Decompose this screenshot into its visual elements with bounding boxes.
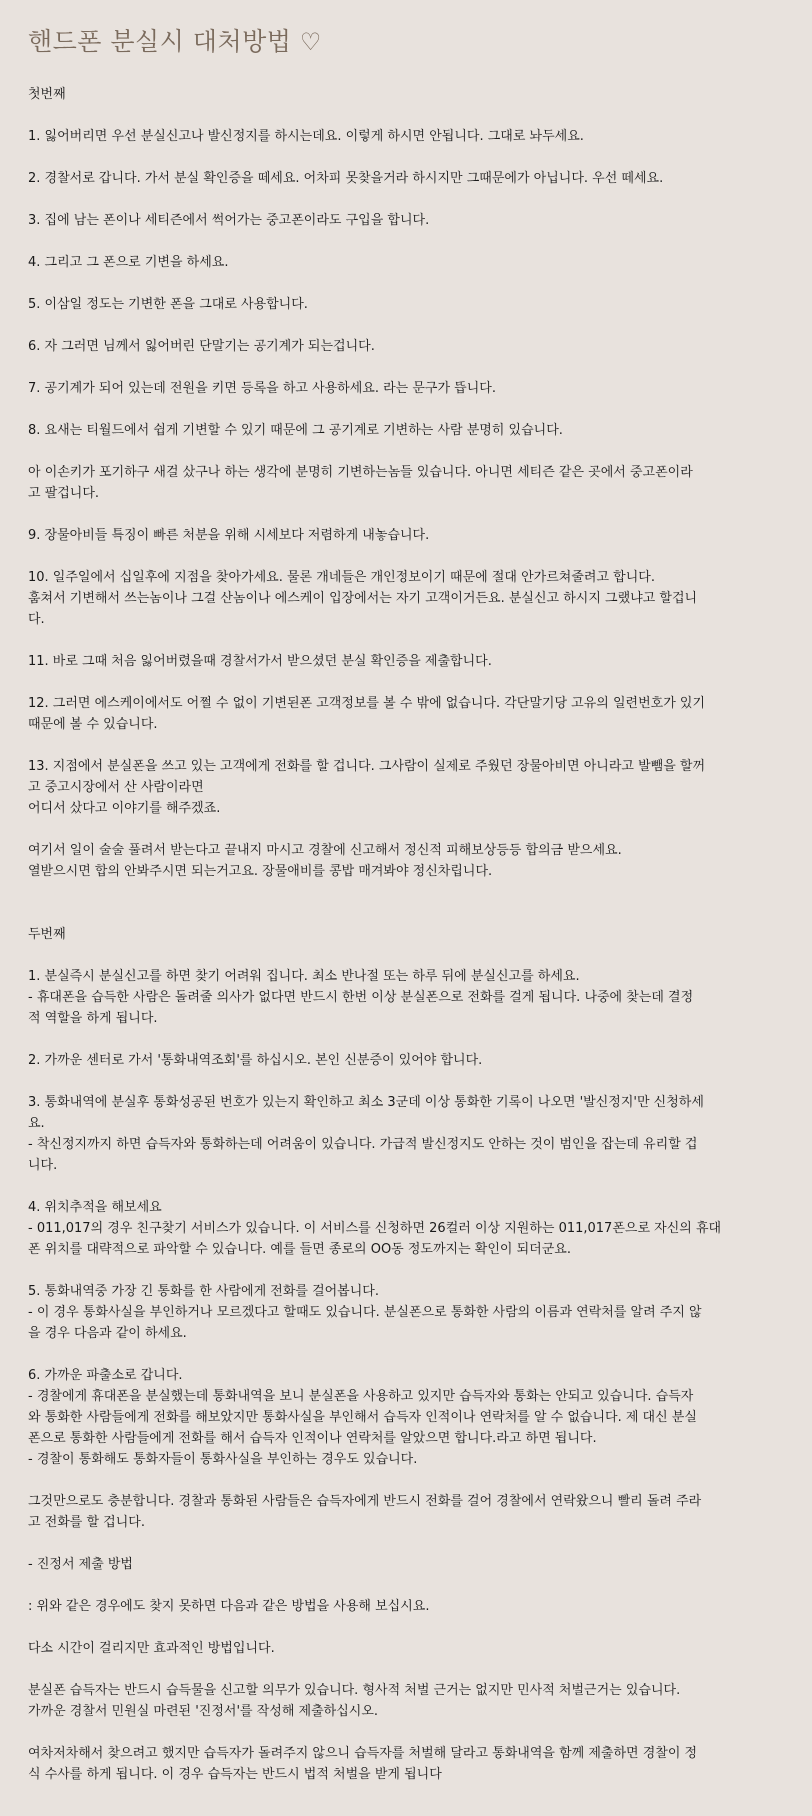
paragraph: 다소 시간이 걸리지만 효과적인 방법입니다.	[28, 1641, 275, 1656]
paragraph: 2. 가까운 센터로 가서 '통화내역조회'를 하십시오. 본인 신분증이 있어야 합니다.	[28, 1053, 483, 1068]
paragraph: 5. 통화내역중 가장 긴 통화를 한 사람에게 전화를 걸어봅니다. - 이 경우 통화사실을 부인하거나 모르겠다고 할때도 있습니다. 분실폰으로 통화한 사람의 이름과 연락처를 알려 주지 않 을 경우 다음과 같이 하세요.	[28, 1284, 702, 1341]
paragraph: 9. 장물아비들 특징이 빠른 처분을 위해 시세보다 저렴하게 내놓습니다.	[28, 528, 430, 543]
paragraph: 11. 바로 그때 처음 잃어버렸을때 경찰서가서 받으셨던 분실 확인증을 제출합니다.	[28, 654, 492, 669]
paragraph: 아 이손키가 포기하구 새걸 샀구나 하는 생각에 분명히 기변하는놈들 있습니다. 아니면 세티즌 같은 곳에서 중고폰이라 고 팔겁니다.	[28, 465, 693, 501]
post-title-text: 핸드폰 분실시 대처방법	[28, 27, 292, 56]
paragraph: 3. 통화내역에 분실후 통화성공된 번호가 있는지 확인하고 최소 3군데 이상 통화한 기록이 나오면 '발신정지'만 신청하세 요. - 착신정지까지 하면 습득자와 통화하는데 어려움이 있습니다. 가급적 발신정지도 안하는 것이 범인을 잡는데 유리할 겁 니다.	[28, 1095, 704, 1173]
paragraph: 8. 요새는 티월드에서 쉽게 기변할 수 있기 때문에 그 공기계로 기변하는 사람 분명히 있습니다.	[28, 423, 563, 438]
paragraph: 여기서 일이 술술 풀려서 받는다고 끝내지 마시고 경찰에 신고해서 정신적 피해보상등등 합의금 받으세요. 열받으시면 합의 안봐주시면 되는거고요. 장물애비를 콩밥 매겨봐야 정신차립니다.	[28, 843, 622, 879]
section-heading-second: 두번째	[28, 927, 66, 942]
paragraph: 분실폰 습득자는 반드시 습득물을 신고할 의무가 있습니다. 형사적 처벌 근거는 없지만 민사적 처벌근거는 있습니다. 가까운 경찰서 민원실 마련된 '진정서'를 작성해 제출하십시오.	[28, 1683, 681, 1719]
section-spacer	[28, 903, 784, 924]
post-title	[28, 22, 784, 58]
paragraph: 3. 집에 남는 폰이나 세티즌에서 썩어가는 중고폰이라도 구입을 합니다.	[28, 213, 430, 228]
paragraph: 6. 가까운 파출소로 갑니다. - 경찰에게 휴대폰을 분실했는데 통화내역을 보니 분실폰을 사용하고 있지만 습득자와 통화는 안되고 있습니다. 습득자 와 통화한 사람들에게 전화를 해보았지만 통화사실을 부인해서 습득자 인적이나 연락처를 알 수 없습니다. 제 대신 분실 폰으로 통화한 사람들에게 전화를 해서 습득자 인적이나 연락처를 알았으면 합니다.라고 하면 됩니다. - 경찰이 통화해도 통화자들이 통화사실을 부인하는 경우도 있습니다.	[28, 1368, 697, 1467]
paragraph: 5. 이삼일 정도는 기변한 폰을 그대로 사용합니다.	[28, 297, 308, 312]
paragraph: 여차저차해서 찾으려고 했지만 습득자가 돌려주지 않으니 습득자를 처벌해 달라고 통화내역을 함께 제출하면 경찰이 정 식 수사를 하게 됩니다. 이 경우 습득자는 반드시 법적 처벌을 받게 됩니다	[28, 1746, 698, 1782]
paragraph: - 진정서 제출 방법	[28, 1557, 133, 1572]
paragraph: : 위와 같은 경우에도 찾지 못하면 다음과 같은 방법을 사용해 보십시요.	[28, 1599, 430, 1614]
section-heading-first: 첫번째	[28, 87, 66, 102]
heart-outline-icon: ♡	[299, 28, 322, 56]
paragraph: 4. 그리고 그 폰으로 기변을 하세요.	[28, 255, 229, 270]
paragraph: 1. 분실즉시 분실신고를 하면 찾기 어려워 집니다. 최소 반나절 또는 하루 뒤에 분실신고를 하세요. - 휴대폰을 습득한 사람은 돌려줄 의사가 없다면 반드시 한번 이상 분실폰으로 전화를 걸게 됩니다. 나중에 찾는데 결정 적 역할을 하게 됩니다.	[28, 969, 694, 1026]
paragraph: 2. 경찰서로 갑니다. 가서 분실 확인증을 떼세요. 어차피 못찾을거라 하시지만 그때문에가 아닙니다. 우선 떼세요.	[28, 171, 664, 186]
paragraph: 4. 위치추적을 해보세요 - 011,017의 경우 친구찾기 서비스가 있습니다. 이 서비스를 신청하면 26컬러 이상 지원하는 011,017폰으로 자신의 휴대 폰 위치를 대략적으로 파악할 수 있습니다. 예를 들면 종로의 OO동 정도까지는 확인이 되더군요.	[28, 1200, 722, 1257]
paragraph: 1. 잃어버리면 우선 분실신고나 발신정지를 하시는데요. 이렇게 하시면 안됩니다. 그대로 놔두세요.	[28, 129, 584, 144]
paragraph: 7. 공기계가 되어 있는데 전원을 키면 등록을 하고 사용하세요. 라는 문구가 뜹니다.	[28, 381, 496, 396]
paragraph: 6. 자 그러면 님께서 잃어버린 단말기는 공기계가 되는겁니다.	[28, 339, 375, 354]
post-body	[28, 84, 784, 1785]
paragraph: 그것만으로도 충분합니다. 경찰과 통화된 사람들은 습득자에게 반드시 전화를 걸어 경찰에서 연락왔으니 빨리 돌려 주라 고 전화를 할 겁니다.	[28, 1494, 702, 1530]
paragraph: 13. 지점에서 분실폰을 쓰고 있는 고객에게 전화를 할 겁니다. 그사람이 실제로 주웠던 장물아비면 아니라고 발뺌을 할꺼 고 중고시장에서 산 사람이라면 어디서 샀다고 이야기를 해주겠죠.	[28, 759, 706, 816]
paragraph: 10. 일주일에서 십일후에 지점을 찾아가세요. 물론 개네들은 개인정보이기 때문에 절대 안가르쳐줄려고 합니다. 훔쳐서 기변해서 쓰는놈이나 그걸 산놈이나 에스케이 입장에서는 자기 고객이거든요. 분실신고 하시지 그랬냐고 할겁니 다.	[28, 570, 698, 627]
paragraph: 12. 그러면 에스케이에서도 어쩔 수 없이 기변된폰 고객정보를 볼 수 밖에 없습니다. 각단말기당 고유의 일련번호가 있기 때문에 볼 수 있습니다.	[28, 696, 706, 732]
